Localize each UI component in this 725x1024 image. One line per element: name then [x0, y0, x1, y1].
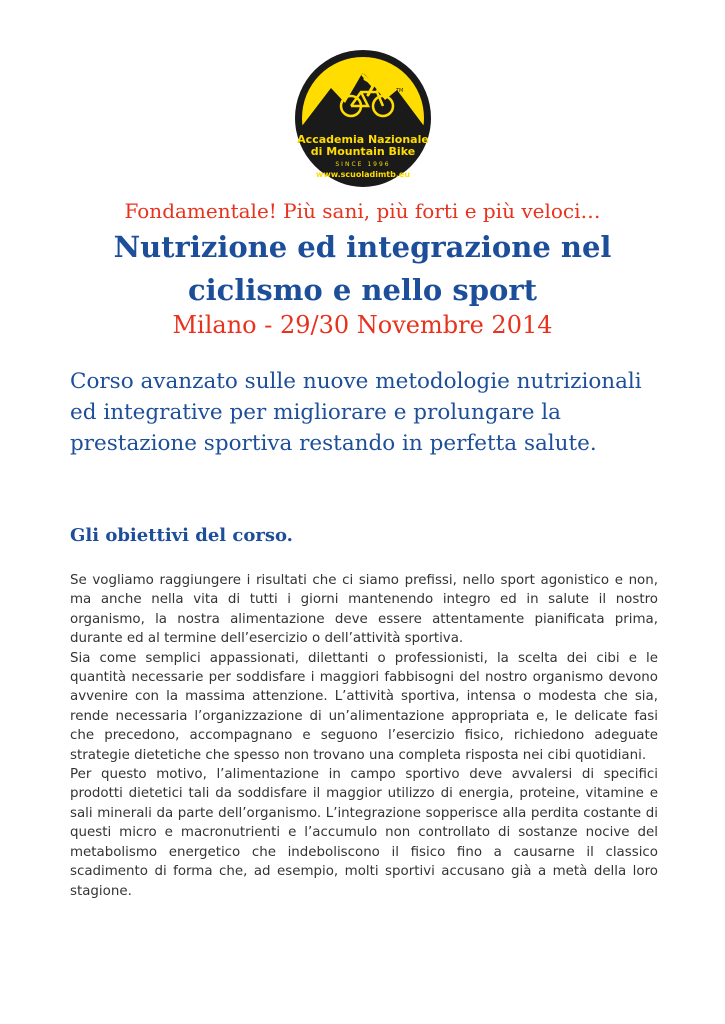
document-title: Nutrizione ed integrazione nel ciclismo e nello sport — [113, 230, 612, 307]
section-body — [70, 571, 658, 901]
body-paragraph-2: Sia come semplici appassionati, dilettanti o professionisti, la scelta dei cibi e le quantità necessarie per soddisfare i maggiori fabbisogni del nostro organismo devono avvenire con la massima attenzione. L’attività sportiva, intensa o modesta che sia, rende necessaria l’organizzazione di un’alimentazione appropriata e, le delicate fasi che precedono, accompagnano e seguono l’esercizio fisico, richiedono adeguate strategie dietetiche che spesso non trovano una completa risposta nei cibi quotidiani. — [70, 650, 658, 763]
academy-logo — [293, 48, 433, 188]
logo-line-1: Accademia Nazionale — [297, 133, 429, 146]
logo-website: www.scuoladimtb.eu — [315, 170, 411, 179]
logo-line-2: di Mountain Bike — [310, 145, 416, 158]
trademark-mark: TM — [396, 88, 404, 94]
course-subtitle: Corso avanzato sulle nuove metodologie nutrizionali ed integrative per migliorare e prolungare la prestazione sportiva restando in perfetta salute. — [70, 369, 642, 456]
body-paragraph-1: Se vogliamo raggiungere i risultati che ci siamo prefissi, nello sport agonistico e non, ma anche nella vita di tutti i giorni mantenendo integro ed in salute il nostro organismo, la nostra alimentazione deve essere attentamente pianificata prima, durante ed al termine dell’esercizio o dell’attività sportiva. — [70, 573, 658, 647]
logo-since: SINCE 1996 — [335, 161, 391, 168]
tagline: Fondamentale! Più sani, più forti e più veloci… — [124, 199, 601, 223]
section-heading: Gli obiettivi del corso. — [70, 525, 293, 546]
event-location-date: Milano - 29/30 Novembre 2014 — [172, 311, 553, 339]
body-paragraph-3: Per questo motivo, l’alimentazione in campo sportivo deve avvalersi di specifici prodotti dietetici tali da soddisfare il maggior utilizzo di energia, proteine, vitamine e sali minerali da parte dell’organismo. L’integrazione sopperisce alla perdita costante di questi micro e macronutrienti e l’accumulo non controllato di sostanze nocive del metabolismo energetico che indeboliscono il fisico fino a causarne il classico scadimento di forma che, ad esempio, molti sportivi accusano già a metà della loro stagione. — [70, 767, 658, 899]
